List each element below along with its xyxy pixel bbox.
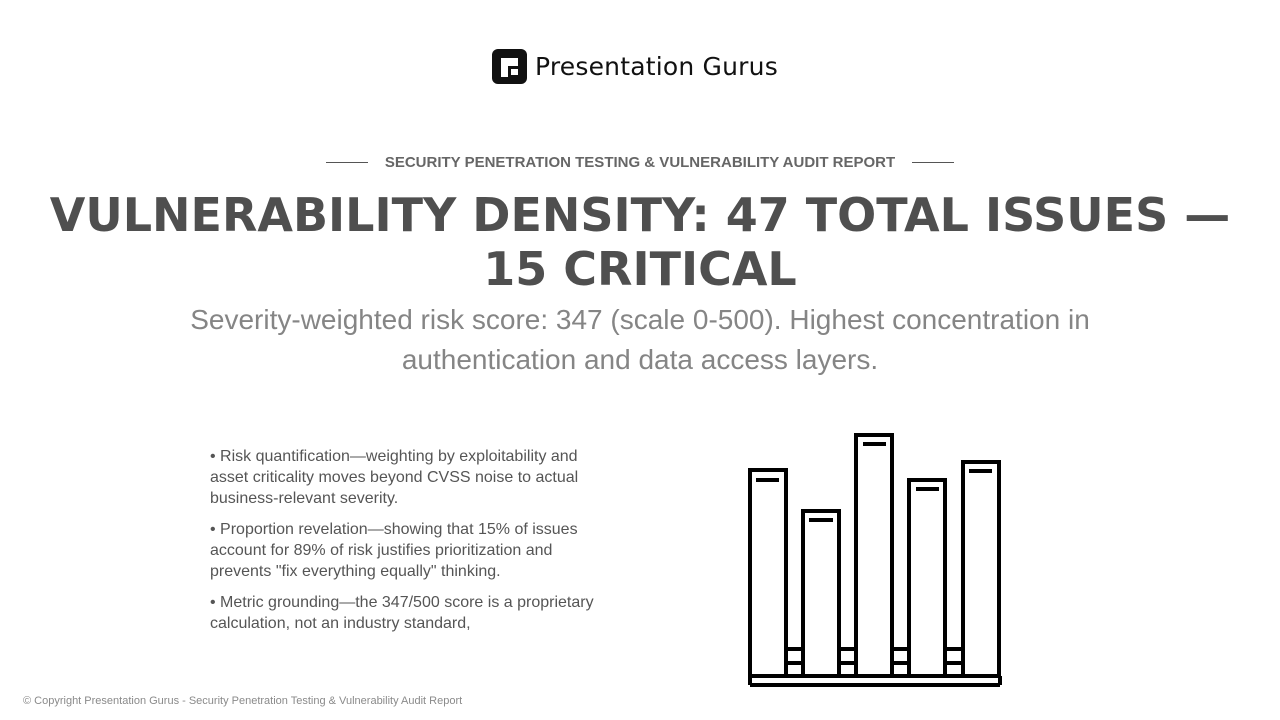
bullet-item: • Risk quantification—weighting by exploitability and asset criticality moves beyond CVSS noise to actual business-relevant severity. bbox=[210, 448, 579, 507]
slide-title: VULNERABILITY DENSITY: 47 TOTAL ISSUES — 15 CRITICAL bbox=[49, 188, 1231, 296]
slide-subtitle: Severity-weighted risk score: 347 (scale 0-500). Highest concentration in authentication and data access layers. bbox=[190, 304, 1090, 375]
bullet-item: • Metric grounding—the 347/500 score is a proprietary calculation, not an industry standard, bbox=[210, 594, 594, 632]
eyebrow-divider-left bbox=[326, 162, 368, 163]
eyebrow-label: SECURITY PENETRATION TESTING & VULNERABILITY AUDIT REPORT bbox=[384, 153, 896, 171]
bar-chart-icon bbox=[746, 432, 1004, 690]
bullet-list bbox=[210, 446, 595, 658]
brand-logo bbox=[492, 48, 778, 84]
brand-name: Presentation Gurus bbox=[535, 51, 778, 81]
bullet-item: • Proportion revelation—showing that 15% of issues account for 89% of risk justifies prioritization and prevents "fix everything equally" thinking. bbox=[210, 521, 578, 580]
presentation-gurus-logo-icon bbox=[492, 49, 527, 84]
eyebrow-divider-right bbox=[912, 162, 954, 163]
footer-copyright: © Copyright Presentation Gurus - Security Penetration Testing & Vulnerability Audit Report bbox=[23, 695, 463, 707]
report-eyebrow bbox=[0, 152, 1280, 172]
